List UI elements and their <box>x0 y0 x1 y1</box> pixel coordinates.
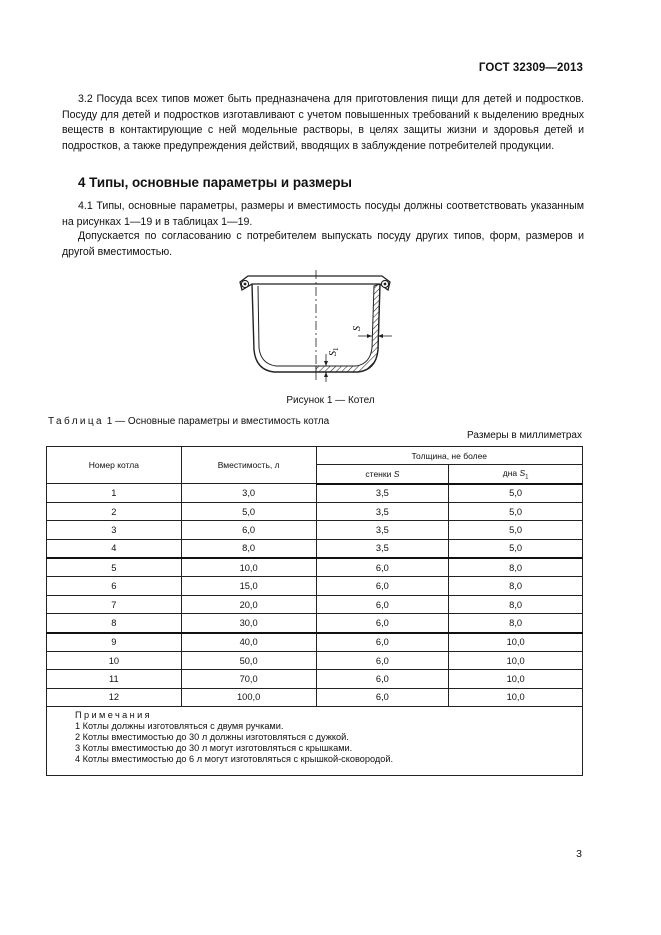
header-wall: стенки S <box>316 465 449 484</box>
cell-wall: 6,0 <box>316 558 449 577</box>
table-units: Размеры в миллиметрах <box>467 430 582 441</box>
note-item: 4 Котлы вместимостью до 6 л могут изготовляться с крышкой-сковородой. <box>75 754 394 765</box>
cell-capacity: 10,0 <box>181 558 316 577</box>
header-capacity: Вместимость, л <box>181 447 316 484</box>
cell-number: 9 <box>47 633 182 652</box>
cell-capacity: 8,0 <box>181 539 316 558</box>
cell-wall: 6,0 <box>316 652 449 670</box>
cell-bottom: 5,0 <box>449 502 583 520</box>
cell-number: 4 <box>47 539 182 558</box>
dimension-s-label: S <box>352 326 363 331</box>
cell-wall: 6,0 <box>316 595 449 613</box>
cell-bottom: 8,0 <box>449 577 583 595</box>
table-row <box>47 688 583 706</box>
cell-wall: 3,5 <box>316 539 449 558</box>
cell-wall: 6,0 <box>316 633 449 652</box>
notes-title: Примечания <box>75 710 153 721</box>
table-notes <box>47 707 583 776</box>
cell-bottom: 5,0 <box>449 539 583 558</box>
table-row <box>47 577 583 595</box>
cell-number: 7 <box>47 595 182 613</box>
table-row <box>47 670 583 688</box>
cell-number: 2 <box>47 502 182 520</box>
table-row <box>47 614 583 633</box>
cell-bottom: 8,0 <box>449 595 583 613</box>
cell-wall: 3,5 <box>316 484 449 503</box>
table-title: Таблица 1 — Основные параметры и вместимость котла <box>48 416 330 427</box>
pot-rim <box>240 276 390 290</box>
header-number: Номер котла <box>47 447 182 484</box>
cell-capacity: 70,0 <box>181 670 316 688</box>
cell-number: 6 <box>47 577 182 595</box>
cell-wall: 3,5 <box>316 502 449 520</box>
cell-number: 1 <box>47 484 182 503</box>
cell-bottom: 10,0 <box>449 670 583 688</box>
pot-diagram <box>230 268 410 388</box>
cell-bottom: 8,0 <box>449 558 583 577</box>
header-bottom: дна $S_1$ <box>449 465 583 484</box>
cell-capacity: 3,0 <box>181 484 316 503</box>
table-row <box>47 633 583 652</box>
cell-number: 10 <box>47 652 182 670</box>
note-item: 2 Котлы вместимостью до 30 л должны изготовляться с дужкой. <box>75 732 349 743</box>
cell-capacity: 30,0 <box>181 614 316 633</box>
cell-bottom: 10,0 <box>449 688 583 706</box>
cell-capacity: 5,0 <box>181 502 316 520</box>
cell-wall: 6,0 <box>316 670 449 688</box>
note-item: 3 Котлы вместимостью до 30 л могут изготовляться с крышками. <box>75 743 353 754</box>
figure-pot-drawing <box>230 268 410 388</box>
cell-bottom: 8,0 <box>449 614 583 633</box>
table-row <box>47 595 583 613</box>
header-thickness: Толщина, не более <box>316 447 582 465</box>
cell-number: 11 <box>47 670 182 688</box>
dimension-s1-label: $S_1$ <box>328 347 340 356</box>
table-row <box>47 558 583 577</box>
cell-number: 3 <box>47 521 182 539</box>
cell-number: 5 <box>47 558 182 577</box>
cell-capacity: 6,0 <box>181 521 316 539</box>
figure-caption: Рисунок 1 — Котел <box>286 395 375 406</box>
cell-wall: 6,0 <box>316 577 449 595</box>
table-row <box>47 484 583 503</box>
document-code: ГОСТ 32309—2013 <box>478 62 583 74</box>
cell-bottom: 10,0 <box>449 633 583 652</box>
cell-capacity: 40,0 <box>181 633 316 652</box>
cell-capacity: 100,0 <box>181 688 316 706</box>
cell-capacity: 15,0 <box>181 577 316 595</box>
paragraph-4-1b: Допускается по согласованию с потребителем выпускать посуду других типов, форм, размеров и другой вместимостью. <box>62 230 584 258</box>
table-row <box>47 652 583 670</box>
paragraph-3-2: 3.2 Посуда всех типов может быть предназначена для приготовления пищи для детей и подростков. Посуду для детей и подростков изготавливают с учетом повышенных требований к выделению вредных веществ в контактирующие с ней модельные растворы, в целях защиты жизни и здоровья детей и подростков, а также предупреждения действий, вводящих в заблуждение потребителей продукции. <box>62 93 584 152</box>
section-title: 4 Типы, основные параметры и размеры <box>78 175 352 190</box>
note-item: 1 Котлы должны изготовляться с двумя ручками. <box>75 721 284 732</box>
cell-bottom: 5,0 <box>449 484 583 503</box>
table-row <box>47 502 583 520</box>
cell-wall: 6,0 <box>316 688 449 706</box>
table-row <box>47 539 583 558</box>
cell-bottom: 10,0 <box>449 652 583 670</box>
cell-wall: 6,0 <box>316 614 449 633</box>
cell-capacity: 20,0 <box>181 595 316 613</box>
cell-capacity: 50,0 <box>181 652 316 670</box>
cell-bottom: 5,0 <box>449 521 583 539</box>
parameters-table <box>46 446 583 776</box>
page-number: 3 <box>576 848 582 860</box>
table-row <box>47 521 583 539</box>
paragraph-4-1: 4.1 Типы, основные параметры, размеры и вместимость посуды должны соответствовать указанным на рисунках 1—19 и в таблицах 1—19. <box>62 200 584 228</box>
cell-wall: 3,5 <box>316 521 449 539</box>
cell-number: 12 <box>47 688 182 706</box>
cell-number: 8 <box>47 614 182 633</box>
